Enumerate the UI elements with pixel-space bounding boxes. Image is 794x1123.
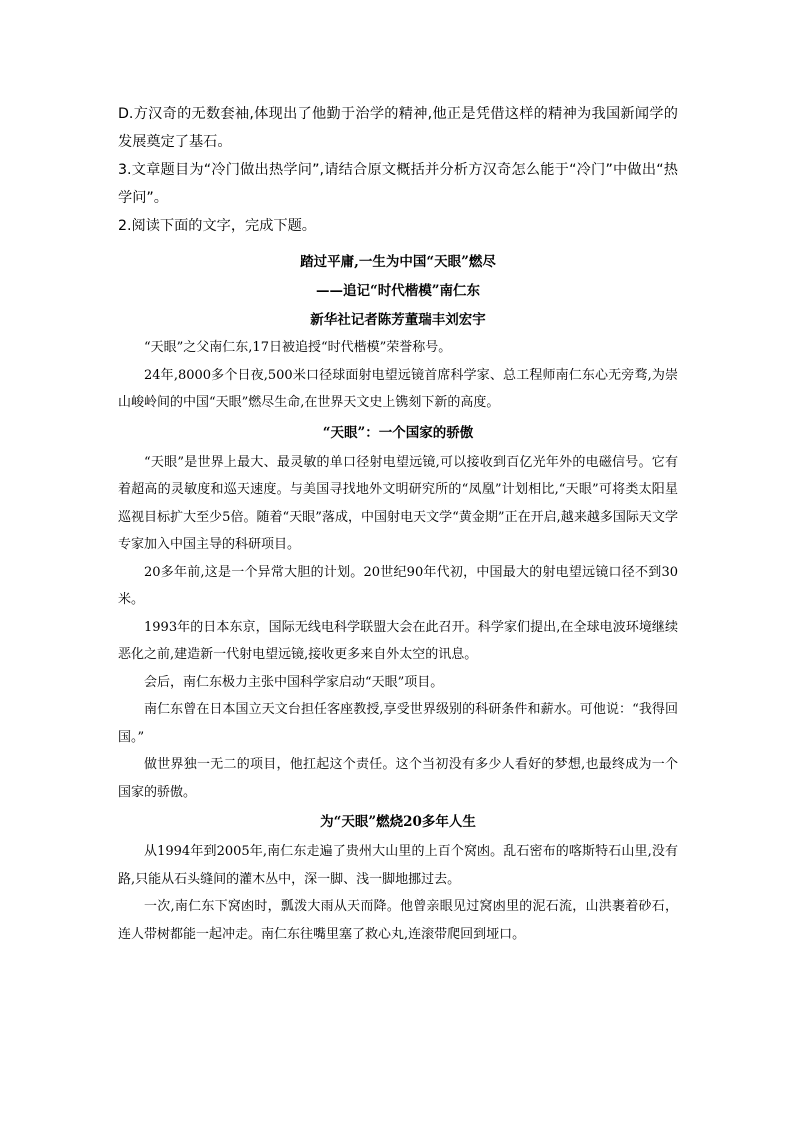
paragraph: 南仁东曾在日本国立天文台担任客座教授,享受世界级别的科研条件和薪水。可他说：“我得回国。” — [118, 702, 678, 745]
paragraph-group-2 — [118, 449, 678, 807]
paragraph-group-1 — [118, 334, 678, 417]
reading-intro: 2.阅读下面的文字，完成下题。 — [118, 218, 316, 234]
section-heading-1: “天眼”：一个国家的骄傲 — [322, 424, 474, 441]
paragraph: 20多年前,这是一个异常大胆的计划。20世纪90年代初，中国最大的射电望远镜口径不到30米。 — [118, 564, 678, 607]
paragraph: 做世界独一无二的项目，他扛起这个责任。这个当初没有多少人看好的梦想,也最终成为一个国家的骄傲。 — [118, 757, 678, 800]
paragraph: 一次,南仁东下窝凼时，瓢泼大雨从天而降。他曾亲眼见过窝凼里的泥石流，山洪裹着砂石，连人带树都能一起冲走。南仁东往嘴里塞了救心丸,连滚带爬回到垭口。 — [118, 899, 678, 942]
paragraph: 24年,8000多个日夜,500米口径球面射电望远镜首席科学家、总工程师南仁东心无旁骛,为崇山峻岭间的中国“天眼”燃尽生命,在世界天文史上镌刻下新的高度。 — [118, 367, 678, 410]
paragraph-group-3 — [118, 838, 678, 948]
article-byline: 新华社记者陈芳董瑞丰刘宏宇 — [310, 312, 486, 328]
article-title: 踏过平庸,一生为中国“天眼”燃尽 — [300, 254, 496, 270]
section-heading-2: 为“天眼”燃烧20多年人生 — [320, 814, 476, 830]
question-option-d: D.方汉奇的无数套袖,体现出了他勤于治学的精神,他正是凭借这样的精神为我国新闻学的发展奠定了基石。 — [118, 106, 678, 150]
paragraph: “天眼”是世界上最大、最灵敏的单口径射电望远镜,可以接收到百亿光年外的电磁信号。它有着超高的灵敏度和巡天速度。与美国寻找地外文明研究所的“凤凰”计划相比,“天眼”可将类太阳星巡视目标扩大至少5倍。随着“天眼”落成，中国射电天文学“黄金期”正在开启,越来越多国际天文学专家加入中国主导的科研项目。 — [118, 454, 678, 552]
paragraph: 从1994年到2005年,南仁东走遍了贵州大山里的上百个窝凼。乱石密布的喀斯特石山里,没有路,只能从石头缝间的灌木丛中，深一脚、浅一脚地挪过去。 — [118, 844, 678, 887]
article-subtitle: ——追记“时代楷模”南仁东 — [315, 283, 481, 299]
paragraph: “天眼”之父南仁东,17日被追授“时代楷模”荣誉称号。 — [144, 340, 452, 355]
paragraph: 1993年的日本东京，国际无线电科学联盟大会在此召开。科学家们提出,在全球电波环境继续恶化之前,建造新一代射电望远镜,接收更多来自外太空的讯息。 — [118, 619, 678, 662]
document-page — [118, 100, 678, 948]
paragraph: 会后，南仁东极力主张中国科学家启动“天眼”项目。 — [144, 674, 444, 690]
question-3: 3.文章题目为“冷门做出热学问”,请结合原文概括并分析方汉奇怎么能于“冷门”中做出“热学问”。 — [118, 162, 678, 206]
